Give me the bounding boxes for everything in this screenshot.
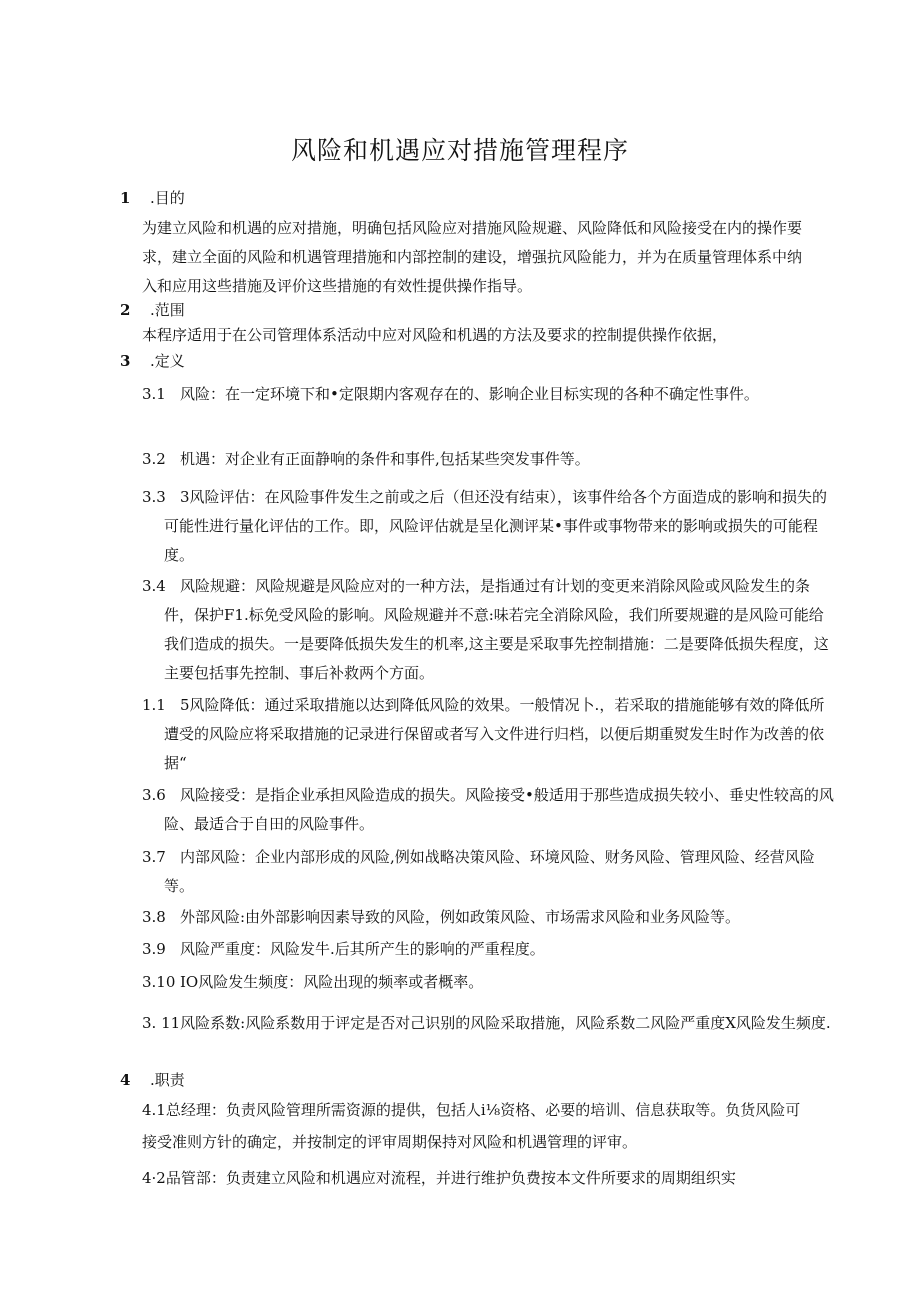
definition-item: 3.4 风险规避：风险规避是风险应对的一种方法，是指通过有计划的变更来消除风险或风险发生的条件，保护F1.标免受风险的影响。风险规避并不意:味若完全消除风险，我们所要规避的是风险可能给我们造成的损失。一是要降低损失发生的机率,这主要是采取事先控制措施：二是要降低损失程度，这主要包括事先控制、事后补救两个方面。 — [142, 577, 829, 682]
definition-item: 3.8 外部风险:由外部影响因素导致的风险，例如政策风险、市场需求风险和业务风险等。 — [142, 908, 741, 926]
section-heading-definitions: 3 .定义 — [120, 352, 185, 370]
section-heading-responsibilities: 4 .职责 — [120, 1071, 185, 1089]
page-title: 风险和机遇应对措施管理程序 — [290, 136, 629, 165]
duty-paragraph: 4·2品管部：负责建立风险和机遇应对流程，并进行维护负费按本文件所要求的周期组织实 — [142, 1169, 736, 1187]
definition-item: 3.7 内部风险：企业内部形成的风险,例如战略决策风险、环境风险、财务风险、管理风险、经营风险等。 — [142, 848, 815, 895]
definition-item: 3.6 风险接受：是指企业承担风险造成的损失。风险接受•般适用于那些造成损失较小、垂史性较高的风险、最适合于自田的风险事件。 — [142, 786, 834, 833]
definition-item: 3.9 风险严重度：风险发牛.后其所产生的影响的严重程度。 — [142, 940, 545, 958]
definition-item: 3.1 风险：在一定环境下和•定限期内客观存在的、影响企业目标实现的各种不确定性事件。 — [142, 385, 759, 403]
section-heading-purpose: 1 .目的 — [120, 189, 185, 207]
purpose-paragraph: 为建立风险和机遇的应对措施，明确包括风险应对措施风险规避、风险降低和风险接受在内的操作要求，建立全面的风险和机遇管理措施和内部控制的建设，增强抗风险能力，并为在质量管理体系中纳入和应用这些措施及评价这些措施的有效性提供操作指导。 — [142, 219, 803, 295]
scope-paragraph: 本程序适用于在公司管理体系活动中应对风险和机遇的方法及要求的控制提供操作依据， — [142, 326, 728, 344]
definition-item: 3. 11风险系数:风险系数用于评定是否对己识别的风险采取措施，风险系数二风险严重度X风险发生频度. — [142, 1014, 831, 1032]
section-heading-scope: 2 .范围 — [120, 301, 185, 319]
definition-item: 3.10 IO风险发生频度：风险出现的频率或者概率。 — [142, 973, 484, 991]
definition-item: 1.1 5风险降低：通过采取措施以达到降低风险的效果。一般情况卜.，若采取的措施能够有效的降低所遭受的风险应将采取措施的记录进行保留或者写入文件进行归档，以便后期重熨发生时作为改善的依据“ — [142, 696, 825, 772]
definition-item: 3.3 3风险评估：在风险事件发生之前或之后（但还没有结束），该事件给各个方面造成的影响和损失的可能性进行量化评估的工作。即，风险评估就是呈化测评某•事件或事物带来的影响或损失的可能程度。 — [142, 488, 828, 564]
duty-paragraph: 4.1总经理：负责风险管理所需资源的提供，包括人i⅛资格、必要的培训、信息获取等。负货风险可接受准则方针的确定，并按制定的评审周期保持对风险和机遇管理的评审。 — [142, 1101, 801, 1151]
definition-item: 3.2 机遇：对企业有正面静响的条件和事件,包括某些突发事件等。 — [142, 450, 590, 468]
